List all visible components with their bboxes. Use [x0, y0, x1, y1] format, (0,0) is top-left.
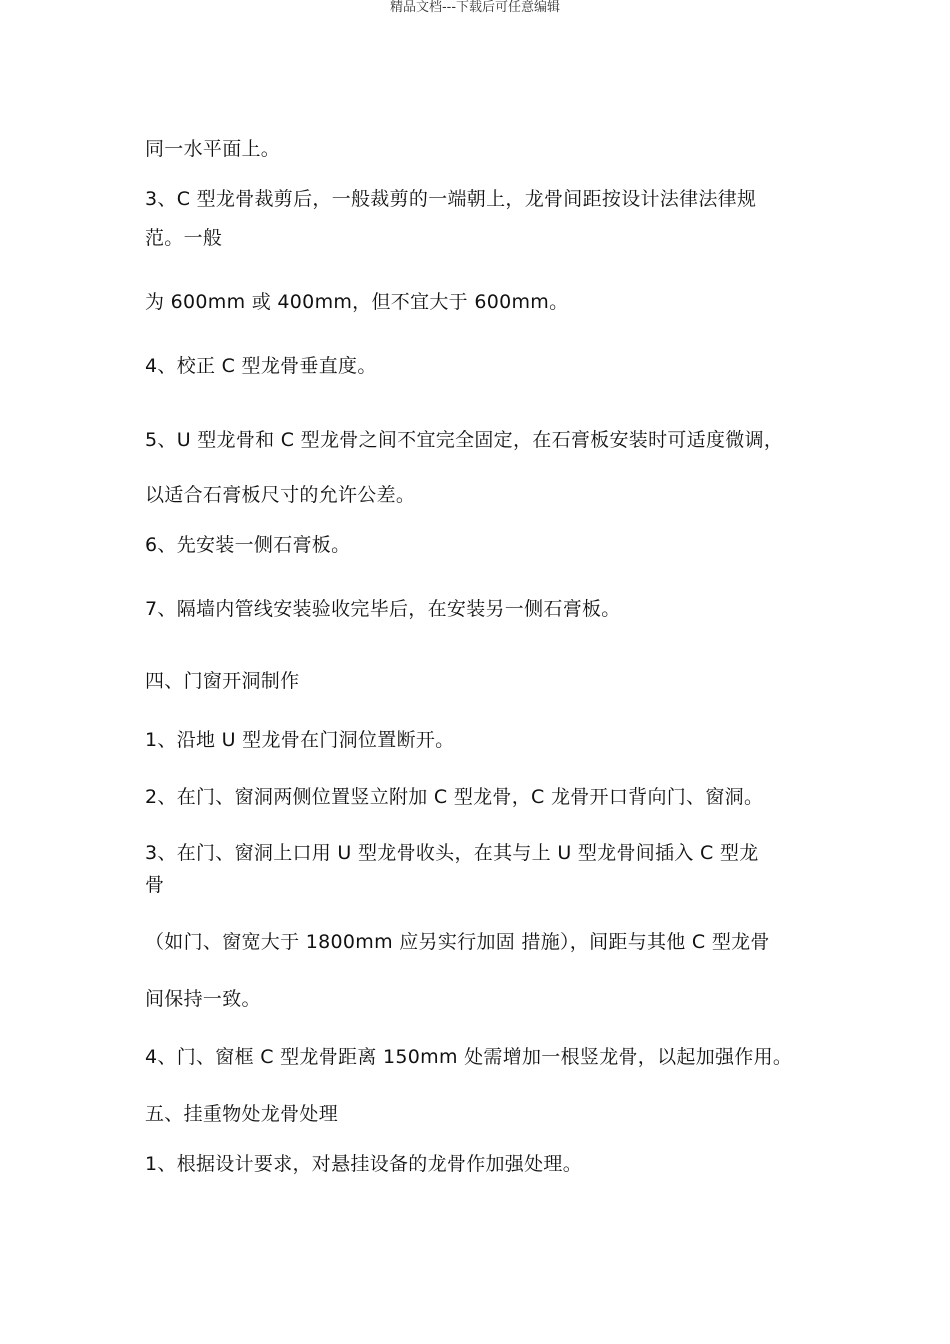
body-line: 3、在门、窗洞上口用 U 型龙骨收头，在其与上 U 型龙骨间插入 C 型龙	[145, 842, 759, 864]
body-line: 3、C 型龙骨裁剪后，一般裁剪的一端朝上，龙骨间距按设计法律法律规	[145, 188, 757, 210]
body-line: 以适合石膏板尺寸的允许公差。	[145, 484, 416, 506]
body-line: 为 600mm 或 400mm，但不宜大于 600mm。	[145, 291, 569, 313]
body-line: 范。一般	[145, 227, 223, 249]
body-line: 骨	[145, 874, 165, 896]
body-line: 7、隔墙内管线安装验收完毕后，在安装另一侧石膏板。	[145, 598, 621, 620]
body-line: 6、先安装一侧石膏板。	[145, 534, 351, 556]
body-line: 4、门、窗框 C 型龙骨距离 150mm 处需增加一根竖龙骨，以起加强作用。	[145, 1046, 793, 1068]
body-line: （如门、窗宽大于 1800mm 应另实行加固 措施），间距与其他 C 型龙骨	[145, 931, 770, 953]
page-header: 精品文档---下载后可任意编辑	[389, 0, 561, 15]
body-line: 2、在门、窗洞两侧位置竖立附加 C 型龙骨，C 龙骨开口背向门、窗洞。	[145, 786, 764, 808]
body-line: 同一水平面上。	[145, 138, 281, 160]
body-line: 4、校正 C 型龙骨垂直度。	[145, 355, 377, 377]
body-line: 5、U 型龙骨和 C 型龙骨之间不宜完全固定，在石膏板安装时可适度微调，	[145, 429, 784, 451]
body-line: 间保持一致。	[145, 988, 261, 1010]
body-line: 1、沿地 U 型龙骨在门洞位置断开。	[145, 729, 455, 751]
body-line: 1、根据设计要求，对悬挂设备的龙骨作加强处理。	[145, 1153, 582, 1175]
section-heading: 四、门窗开洞制作	[145, 670, 300, 692]
section-heading: 五、挂重物处龙骨处理	[145, 1103, 339, 1125]
